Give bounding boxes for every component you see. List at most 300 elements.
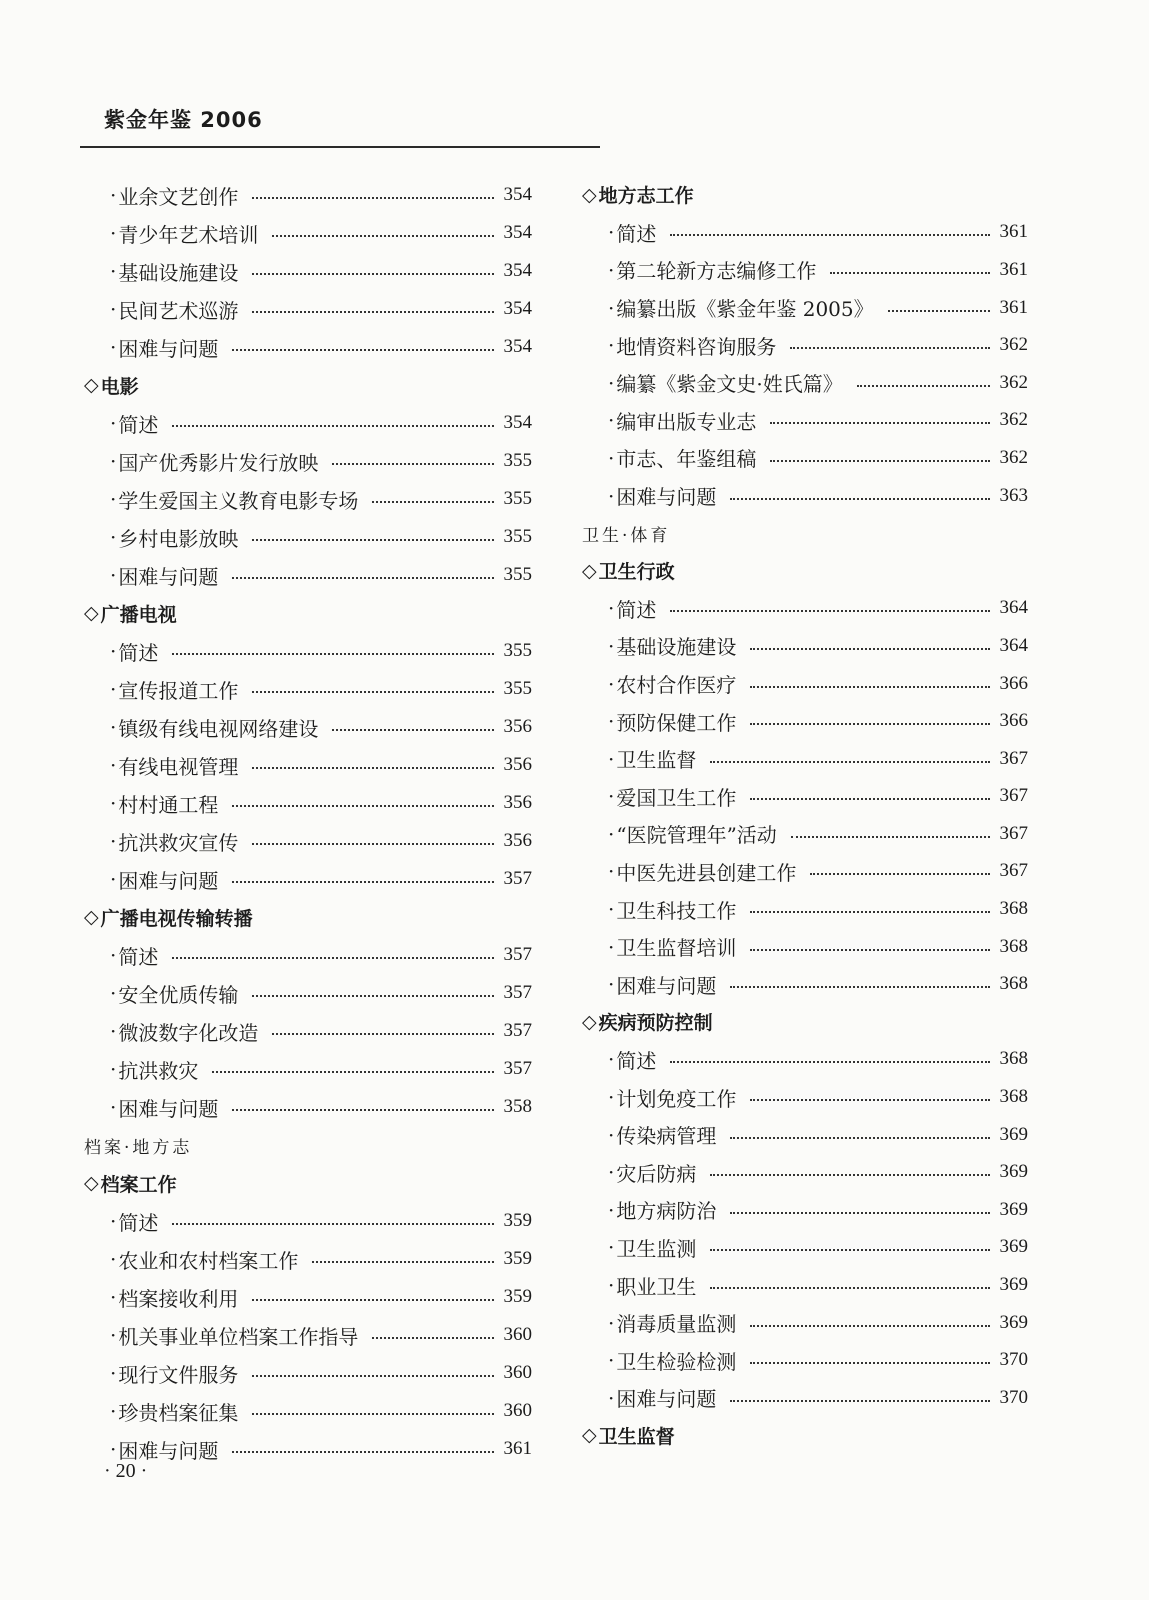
toc-entry bbox=[582, 1304, 1028, 1342]
bullet-dot-icon: · bbox=[608, 633, 615, 658]
dot-leader bbox=[252, 197, 493, 199]
bullet-dot-icon: · bbox=[608, 257, 615, 282]
toc-entry-page: 366 bbox=[999, 710, 1028, 732]
toc-category bbox=[84, 1126, 532, 1164]
toc-entry bbox=[582, 326, 1028, 364]
bullet-dot-icon: · bbox=[608, 1197, 615, 1222]
toc-entry-title: 困难与问题 bbox=[616, 1387, 717, 1412]
bullet-dot-icon: · bbox=[608, 1273, 615, 1298]
toc-entry bbox=[582, 1153, 1028, 1191]
toc-entry-title: 农业和农村档案工作 bbox=[118, 1248, 299, 1273]
toc-entry-page: 369 bbox=[999, 1161, 1028, 1183]
toc-entry bbox=[582, 1341, 1028, 1379]
toc-entry bbox=[582, 251, 1028, 289]
toc-entry-title: 传染病管理 bbox=[616, 1124, 717, 1149]
diamond-icon: ◇ bbox=[582, 559, 597, 582]
toc-entry-page: 367 bbox=[999, 747, 1028, 769]
toc-entry bbox=[582, 477, 1028, 515]
toc-entry-title: 简述 bbox=[616, 1048, 657, 1073]
toc-entry bbox=[84, 214, 532, 252]
toc-entry-page: 358 bbox=[503, 1096, 532, 1117]
bullet-dot-icon: · bbox=[608, 1160, 615, 1185]
toc-entry-page: 360 bbox=[503, 1400, 532, 1421]
toc-entry bbox=[84, 860, 532, 898]
toc-entry-page: 359 bbox=[503, 1210, 532, 1231]
bullet-dot-icon: · bbox=[110, 1437, 117, 1461]
toc-category bbox=[582, 514, 1028, 552]
toc-section-title: 广播电视 bbox=[100, 603, 177, 626]
toc-entry-page: 354 bbox=[503, 222, 532, 243]
toc-entry bbox=[84, 936, 532, 974]
toc-entry bbox=[582, 1078, 1028, 1116]
toc-entry-page: 368 bbox=[999, 1048, 1028, 1070]
toc-entry bbox=[582, 665, 1028, 703]
diamond-icon: ◇ bbox=[582, 183, 597, 206]
toc-entry bbox=[84, 328, 532, 366]
toc-entry bbox=[582, 590, 1028, 628]
toc-entry-page: 361 bbox=[999, 258, 1028, 280]
bullet-dot-icon: · bbox=[608, 1085, 615, 1110]
dot-leader bbox=[750, 911, 989, 913]
toc-entry-title: 中医先进县创建工作 bbox=[616, 860, 797, 885]
toc-entry bbox=[582, 1191, 1028, 1229]
toc-entry-title: 机关事业单位档案工作指导 bbox=[118, 1324, 359, 1349]
toc-entry-page: 359 bbox=[503, 1286, 532, 1307]
toc-entry bbox=[582, 853, 1028, 891]
dot-leader bbox=[252, 1299, 493, 1301]
dot-leader bbox=[232, 881, 493, 883]
toc-section-heading bbox=[84, 594, 532, 632]
dot-leader bbox=[670, 1061, 989, 1063]
dot-leader bbox=[252, 691, 493, 693]
dot-leader bbox=[750, 1099, 989, 1101]
toc-entry-title: 简述 bbox=[616, 221, 657, 246]
toc-entry bbox=[84, 1088, 532, 1126]
toc-entry-title: 第二轮新方志编修工作 bbox=[616, 259, 817, 284]
toc-entry bbox=[84, 290, 532, 328]
bullet-dot-icon: · bbox=[608, 295, 615, 320]
dot-leader bbox=[252, 539, 493, 541]
toc-entry-title: 基础设施建设 bbox=[616, 635, 737, 660]
toc-entry bbox=[582, 702, 1028, 740]
toc-entry-page: 364 bbox=[999, 597, 1028, 619]
toc-entry-page: 368 bbox=[999, 973, 1028, 995]
bullet-dot-icon: · bbox=[608, 709, 615, 734]
toc-section-title: 电影 bbox=[100, 375, 139, 398]
toc-entry-title: 珍贵档案征集 bbox=[118, 1400, 239, 1425]
toc-entry-page: 359 bbox=[503, 1248, 532, 1269]
toc-entry bbox=[582, 627, 1028, 665]
toc-section-heading bbox=[84, 366, 532, 404]
toc-entry-title: 困难与问题 bbox=[118, 868, 219, 893]
toc-entry-title: 困难与问题 bbox=[616, 485, 717, 510]
header-rule bbox=[80, 146, 600, 148]
toc-entry-page: 367 bbox=[999, 822, 1028, 844]
toc-entry-title: 卫生监测 bbox=[616, 1236, 697, 1261]
toc-entry-page: 355 bbox=[503, 526, 532, 547]
toc-entry bbox=[84, 784, 532, 822]
toc-entry-page: 357 bbox=[503, 944, 532, 965]
toc-entry-title: 卫生监督培训 bbox=[616, 936, 737, 961]
bullet-dot-icon: · bbox=[608, 220, 615, 245]
dot-leader bbox=[710, 1174, 989, 1176]
dot-leader bbox=[252, 1413, 493, 1415]
bullet-dot-icon: · bbox=[110, 1019, 117, 1043]
toc-entry bbox=[582, 214, 1028, 252]
toc-category-title: 卫生·体育 bbox=[582, 525, 671, 546]
toc-entry-title: 消毒质量监测 bbox=[616, 1312, 737, 1337]
bullet-dot-icon: · bbox=[608, 784, 615, 809]
toc-entry bbox=[582, 815, 1028, 853]
toc-entry-title: 简述 bbox=[118, 412, 159, 437]
toc-section-title: 疾病预防控制 bbox=[598, 1012, 713, 1035]
toc-section-heading bbox=[84, 1164, 532, 1202]
toc-entry-title: 简述 bbox=[616, 597, 657, 622]
toc-entry-page: 363 bbox=[999, 484, 1028, 506]
toc-entry-title: 灾后防病 bbox=[616, 1161, 697, 1186]
bullet-dot-icon: · bbox=[110, 753, 117, 777]
dot-leader bbox=[750, 1325, 989, 1327]
dot-leader bbox=[770, 460, 989, 462]
dot-leader bbox=[252, 843, 493, 845]
bullet-dot-icon: · bbox=[110, 411, 117, 435]
toc-entry-title: 市志、年鉴组稿 bbox=[616, 447, 757, 472]
toc-entry-title: 抗洪救灾宣传 bbox=[118, 830, 239, 855]
dot-leader bbox=[232, 349, 493, 351]
dot-leader bbox=[791, 836, 990, 838]
diamond-icon: ◇ bbox=[582, 1424, 597, 1447]
toc-entry-page: 355 bbox=[503, 678, 532, 699]
bullet-dot-icon: · bbox=[608, 1348, 615, 1373]
toc-entry-title: 卫生科技工作 bbox=[616, 898, 737, 923]
toc-entry-title: 计划免疫工作 bbox=[616, 1086, 737, 1111]
dot-leader bbox=[790, 347, 989, 349]
dot-leader bbox=[730, 1212, 989, 1214]
bullet-dot-icon: · bbox=[608, 859, 615, 884]
toc-section-heading bbox=[582, 1003, 1028, 1041]
toc-entry-title: 困难与问题 bbox=[616, 973, 717, 998]
dot-leader bbox=[212, 1071, 493, 1073]
toc-entry-title: 乡村电影放映 bbox=[118, 526, 239, 551]
toc-entry bbox=[84, 746, 532, 784]
toc-entry-title: 地情资料咨询服务 bbox=[616, 334, 777, 359]
dot-leader bbox=[172, 653, 493, 655]
dot-leader bbox=[252, 995, 493, 997]
diamond-icon: ◇ bbox=[84, 906, 99, 928]
toc-entry bbox=[582, 1266, 1028, 1304]
toc-entry-page: 369 bbox=[999, 1274, 1028, 1296]
toc-entry-title: 简述 bbox=[118, 640, 159, 665]
toc-entry-page: 369 bbox=[999, 1236, 1028, 1258]
bullet-dot-icon: · bbox=[110, 259, 117, 283]
dot-leader bbox=[710, 761, 989, 763]
dot-leader bbox=[232, 805, 493, 807]
toc-entry bbox=[84, 1278, 532, 1316]
dot-leader bbox=[857, 385, 990, 387]
dot-leader bbox=[710, 1249, 989, 1251]
toc-entry bbox=[84, 670, 532, 708]
bullet-dot-icon: · bbox=[110, 525, 117, 549]
toc-entry-title: 困难与问题 bbox=[118, 564, 219, 589]
toc-entry-page: 361 bbox=[999, 221, 1028, 243]
toc-entry bbox=[84, 404, 532, 442]
toc-entry-page: 367 bbox=[999, 785, 1028, 807]
dot-leader bbox=[670, 234, 989, 236]
dot-leader bbox=[730, 1137, 989, 1139]
dot-leader bbox=[252, 311, 493, 313]
bullet-dot-icon: · bbox=[608, 596, 615, 621]
toc-entry-page: 361 bbox=[999, 296, 1028, 318]
diamond-icon: ◇ bbox=[84, 374, 99, 396]
toc-section-title: 广播电视传输转播 bbox=[100, 907, 253, 930]
toc-entry bbox=[582, 289, 1028, 327]
toc-entry bbox=[84, 974, 532, 1012]
dot-leader bbox=[172, 1223, 493, 1225]
bullet-dot-icon: · bbox=[608, 408, 615, 433]
toc-entry bbox=[582, 778, 1028, 816]
bullet-dot-icon: · bbox=[110, 829, 117, 853]
toc-entry-page: 356 bbox=[503, 830, 532, 851]
dot-leader bbox=[172, 957, 493, 959]
toc-entry-title: 爱国卫生工作 bbox=[616, 785, 737, 810]
toc-entry-title: 青少年艺术培训 bbox=[118, 222, 259, 247]
toc-entry-page: 357 bbox=[503, 1058, 532, 1079]
toc-entry bbox=[84, 252, 532, 290]
toc-entry-page: 370 bbox=[999, 1349, 1028, 1371]
toc-entry-page: 354 bbox=[503, 184, 532, 205]
toc-entry bbox=[84, 1050, 532, 1088]
toc-entry-title: 地方病防治 bbox=[616, 1199, 717, 1224]
bullet-dot-icon: · bbox=[608, 746, 615, 771]
bullet-dot-icon: · bbox=[110, 1209, 117, 1233]
toc-entry bbox=[84, 480, 532, 518]
bullet-dot-icon: · bbox=[110, 981, 117, 1005]
bullet-dot-icon: · bbox=[608, 370, 615, 395]
dot-leader bbox=[730, 498, 989, 500]
toc-entry-page: 356 bbox=[503, 716, 532, 737]
toc-entry-title: 宣传报道工作 bbox=[118, 678, 239, 703]
dot-leader bbox=[888, 310, 990, 312]
toc-entry bbox=[582, 364, 1028, 402]
toc-entry bbox=[84, 1354, 532, 1392]
diamond-icon: ◇ bbox=[582, 1010, 597, 1033]
toc-entry-page: 354 bbox=[503, 298, 532, 319]
toc-entry-page: 369 bbox=[999, 1311, 1028, 1333]
toc-entry-page: 355 bbox=[503, 640, 532, 661]
toc-entry bbox=[582, 928, 1028, 966]
toc-section-heading bbox=[84, 898, 532, 936]
bullet-dot-icon: · bbox=[608, 1385, 615, 1410]
toc-entry-page: 355 bbox=[503, 564, 532, 585]
toc-entry bbox=[84, 1316, 532, 1354]
toc-column-left bbox=[84, 176, 532, 1468]
dot-leader bbox=[272, 1033, 493, 1035]
toc-section-title: 地方志工作 bbox=[598, 185, 694, 208]
toc-entry-title: 简述 bbox=[118, 1210, 159, 1235]
toc-entry bbox=[84, 176, 532, 214]
toc-entry-page: 357 bbox=[503, 868, 532, 889]
bullet-dot-icon: · bbox=[110, 943, 117, 967]
toc-entry-title: 卫生检验检测 bbox=[616, 1349, 737, 1374]
toc-entry bbox=[84, 1392, 532, 1430]
dot-leader bbox=[750, 686, 989, 688]
toc-entry bbox=[582, 1041, 1028, 1079]
toc-entry bbox=[84, 632, 532, 670]
toc-entry-page: 366 bbox=[999, 672, 1028, 694]
dot-leader bbox=[710, 1287, 989, 1289]
toc-entry-page: 356 bbox=[503, 792, 532, 813]
toc-entry-page: 370 bbox=[999, 1386, 1028, 1408]
bullet-dot-icon: · bbox=[110, 1247, 117, 1271]
dot-leader bbox=[730, 986, 989, 988]
dot-leader bbox=[670, 610, 989, 612]
toc-entry-page: 357 bbox=[503, 982, 532, 1003]
toc-entry bbox=[84, 518, 532, 556]
dot-leader bbox=[830, 272, 989, 274]
bullet-dot-icon: · bbox=[110, 791, 117, 815]
bullet-dot-icon: · bbox=[110, 677, 117, 701]
dot-leader bbox=[272, 235, 493, 237]
bullet-dot-icon: · bbox=[608, 821, 615, 846]
bullet-dot-icon: · bbox=[110, 335, 117, 359]
bullet-dot-icon: · bbox=[110, 867, 117, 891]
toc-entry-title: 业余文艺创作 bbox=[118, 184, 239, 209]
toc-entry bbox=[84, 1430, 532, 1468]
toc-entry-title: 民间艺术巡游 bbox=[118, 298, 239, 323]
toc-entry-page: 368 bbox=[999, 1086, 1028, 1108]
toc-entry-page: 355 bbox=[503, 488, 532, 509]
dot-leader bbox=[252, 273, 493, 275]
bullet-dot-icon: · bbox=[110, 1399, 117, 1423]
dot-leader bbox=[372, 501, 493, 503]
toc-entry-page: 362 bbox=[999, 446, 1028, 468]
toc-entry-title: 农村合作医疗 bbox=[616, 673, 737, 698]
toc-entry bbox=[84, 556, 532, 594]
toc-entry-title: “医院管理年”活动 bbox=[616, 823, 777, 848]
toc-entry bbox=[582, 439, 1028, 477]
toc-entry-title: 基础设施建设 bbox=[118, 260, 239, 285]
bullet-dot-icon: · bbox=[110, 1361, 117, 1385]
dot-leader bbox=[252, 1375, 493, 1377]
toc-entry-title: 困难与问题 bbox=[118, 1096, 219, 1121]
toc-entry-title: 学生爱国主义教育电影专场 bbox=[118, 488, 359, 513]
bullet-dot-icon: · bbox=[110, 1323, 117, 1347]
dot-leader bbox=[232, 1451, 493, 1453]
toc-entry-page: 354 bbox=[503, 412, 532, 433]
toc-category-title: 档案·地方志 bbox=[84, 1137, 193, 1158]
toc-entry-page: 369 bbox=[999, 1198, 1028, 1220]
diamond-icon: ◇ bbox=[84, 1172, 99, 1194]
toc-entry-page: 367 bbox=[999, 860, 1028, 882]
toc-entry-title: 现行文件服务 bbox=[118, 1362, 239, 1387]
bullet-dot-icon: · bbox=[608, 671, 615, 696]
toc-entry-title: 困难与问题 bbox=[118, 336, 219, 361]
toc-entry-title: 编审出版专业志 bbox=[616, 409, 757, 434]
toc-entry-page: 361 bbox=[503, 1438, 532, 1459]
toc-entry bbox=[582, 965, 1028, 1003]
bullet-dot-icon: · bbox=[608, 972, 615, 997]
toc-entry-title: 简述 bbox=[118, 944, 159, 969]
dot-leader bbox=[232, 1109, 493, 1111]
toc-entry-page: 354 bbox=[503, 336, 532, 357]
toc-column-right bbox=[582, 176, 1028, 1454]
toc-entry-title: 困难与问题 bbox=[118, 1438, 219, 1463]
toc-entry-page: 362 bbox=[999, 409, 1028, 431]
toc-entry-page: 362 bbox=[999, 371, 1028, 393]
diamond-icon: ◇ bbox=[84, 602, 99, 624]
toc-entry-title: 镇级有线电视网络建设 bbox=[118, 716, 319, 741]
toc-entry bbox=[582, 1229, 1028, 1267]
bullet-dot-icon: · bbox=[110, 487, 117, 511]
toc-entry-title: 档案接收利用 bbox=[118, 1286, 239, 1311]
toc-entry-page: 356 bbox=[503, 754, 532, 775]
dot-leader bbox=[372, 1337, 493, 1339]
running-head: 紫金年鉴 2006 bbox=[104, 108, 263, 132]
toc-entry bbox=[582, 1379, 1028, 1417]
bullet-dot-icon: · bbox=[110, 183, 117, 207]
toc-entry-page: 355 bbox=[503, 450, 532, 471]
toc-entry-page: 357 bbox=[503, 1020, 532, 1041]
bullet-dot-icon: · bbox=[608, 333, 615, 358]
toc-entry-title: 有线电视管理 bbox=[118, 754, 239, 779]
toc-entry-page: 360 bbox=[503, 1362, 532, 1383]
dot-leader bbox=[312, 1261, 493, 1263]
dot-leader bbox=[750, 949, 989, 951]
dot-leader bbox=[750, 648, 989, 650]
bullet-dot-icon: · bbox=[110, 1057, 117, 1081]
bullet-dot-icon: · bbox=[608, 1235, 615, 1260]
bullet-dot-icon: · bbox=[608, 445, 615, 470]
bullet-dot-icon: · bbox=[110, 639, 117, 663]
toc-entry-title: 职业卫生 bbox=[616, 1274, 697, 1299]
toc-entry bbox=[84, 1202, 532, 1240]
bullet-dot-icon: · bbox=[110, 1095, 117, 1119]
bullet-dot-icon: · bbox=[608, 1047, 615, 1072]
bullet-dot-icon: · bbox=[608, 897, 615, 922]
toc-entry-title: 编纂出版《紫金年鉴 2005》 bbox=[616, 297, 874, 322]
toc-entry bbox=[84, 822, 532, 860]
bullet-dot-icon: · bbox=[608, 1310, 615, 1335]
toc-entry-title: 安全优质传输 bbox=[118, 982, 239, 1007]
dot-leader bbox=[252, 767, 493, 769]
toc-entry bbox=[84, 442, 532, 480]
dot-leader bbox=[810, 873, 989, 875]
dot-leader bbox=[750, 798, 989, 800]
bullet-dot-icon: · bbox=[110, 715, 117, 739]
dot-leader bbox=[770, 422, 989, 424]
toc-entry-title: 村村通工程 bbox=[118, 792, 219, 817]
bullet-dot-icon: · bbox=[608, 483, 615, 508]
dot-leader bbox=[750, 723, 989, 725]
toc-entry-page: 362 bbox=[999, 334, 1028, 356]
bullet-dot-icon: · bbox=[110, 449, 117, 473]
toc-entry bbox=[582, 402, 1028, 440]
dot-leader bbox=[172, 425, 493, 427]
toc-entry-page: 369 bbox=[999, 1123, 1028, 1145]
dot-leader bbox=[332, 729, 493, 731]
bullet-dot-icon: · bbox=[110, 1285, 117, 1309]
toc-entry-page: 368 bbox=[999, 935, 1028, 957]
toc-entry bbox=[84, 708, 532, 746]
bullet-dot-icon: · bbox=[608, 1122, 615, 1147]
page-number: · 20 · bbox=[104, 1460, 148, 1482]
toc-entry bbox=[84, 1012, 532, 1050]
dot-leader bbox=[332, 463, 493, 465]
toc-entry-page: 364 bbox=[999, 634, 1028, 656]
toc-section-heading bbox=[582, 552, 1028, 590]
toc-entry bbox=[582, 890, 1028, 928]
toc-entry-title: 编纂《紫金文史·姓氏篇》 bbox=[616, 372, 843, 397]
